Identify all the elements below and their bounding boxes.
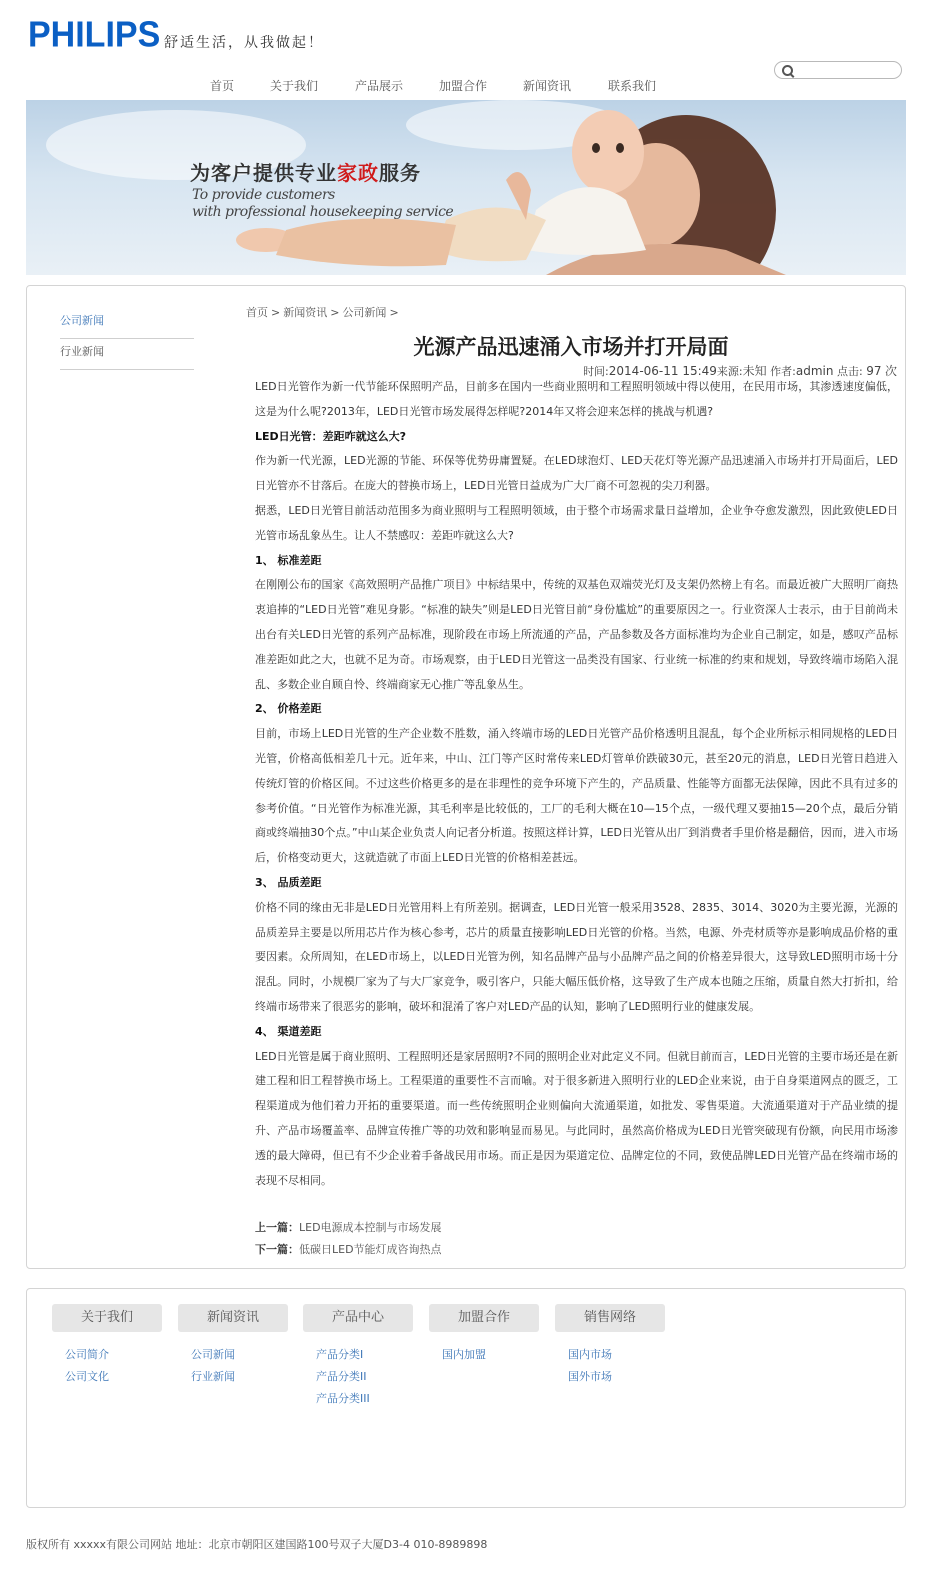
footer-title-news[interactable]: 新闻资讯 (178, 1304, 288, 1332)
breadcrumb (246, 304, 402, 320)
article-subheading: 2、 价格差距 (255, 702, 322, 716)
article-subheading: LED日光管：差距咋就这么大? (255, 429, 407, 443)
article-paragraph: 目前，市场上LED日光管的生产企业数不胜数，涌入终端市场的LED日光管产品价格透明且混乱，每个企业所标示相同规格的LED日光管，价格高低相差几十元。近年来，中山、江门等产区时常传来LED灯管单价跌破30元，甚至20元的消息，LED日光管日趋进入传统灯管的价格区间。不过这些价格更多的是在非理性的竞争环境下产生的，产品质量、性能等方面都无法保障，因此不具有过多的参考价值。“日光管作为标准光源，其毛利率是比较低的，工厂的毛利大概在10—15个点，一级代理又要抽15—20个点，最后分销商或终端抽30个点。”中山某企业负责人向记者分析道。按照这样计算，LED日光管从出厂到消费者手里价格是翻倍，因而，进入市场后，价格变动更大，这就造就了市面上LED日光管的价格相差甚远。 (255, 727, 898, 865)
nav-news[interactable]: 新闻资讯 (523, 79, 572, 93)
nav-franchise[interactable]: 加盟合作 (439, 79, 488, 93)
search-icon[interactable] (782, 65, 793, 76)
footer-link[interactable]: 公司文化 (65, 1370, 109, 1383)
article-paragraph: 在刚刚公布的国家《高效照明产品推广项目》中标结果中，传统的双基色双端荧光灯及支架仍然榜上有名。而最近被广大照明厂商热衷追捧的“LED日光管”难见身影。“标准的缺失”则是LED日光管目前“身份尴尬”的重要原因之一。行业资深人士表示，由于目前尚未出台有关LED日光管的系列产品标准，现阶段在市场上所流通的产品，产品参数及各方面标准均为企业自己制定，如是，感叹产品标准差距如此之大，也就不足为奇。市场观察，由于LED日光管这一品类没有国家、行业统一标准的约束和规划，导致终端市场陷入混乱、多数企业自顾自怜、终端商家无心推广等乱象丛生。 (255, 578, 898, 691)
breadcrumb-sep: > (389, 306, 399, 319)
meta-clicks-label: 点击: (836, 365, 863, 378)
footer-title-sales[interactable]: 销售网络 (555, 1304, 665, 1332)
breadcrumb-news[interactable]: 新闻资讯 (283, 306, 328, 319)
footer-title-about[interactable]: 关于我们 (52, 1304, 162, 1332)
footer-link[interactable]: 国外市场 (568, 1370, 612, 1383)
article-title: 光源产品迅速涌入市场并打开局面 (413, 335, 729, 359)
meta-source-label: 来源: (716, 365, 743, 378)
prev-article-link[interactable]: LED电源成本控制与市场发展 (299, 1221, 442, 1234)
banner-subtitle-1: To provide customers (192, 187, 335, 203)
banner-photo (26, 100, 906, 275)
meta-author-label: 作者: (770, 365, 796, 378)
footer-link[interactable]: 国内市场 (568, 1348, 612, 1361)
article-paragraph: LED日光管是属于商业照明、工程照明还是家居照明?不同的照明企业对此定义不同。但就目前而言，LED日光管的主要市场还是在新建工程和旧工程替换市场上。工程渠道的重要性不言而喻。对于很多新进入照明行业的LED企业来说，由于自身渠道网点的匮乏，工程渠道成为他们着力开拓的重要渠道。而一些传统照明企业则偏向大流通渠道，如批发、零售渠道。大流通渠道对于产品业绩的提升、产品市场覆盖率、品牌宣传推广等的功效和影响显而易见。与此同时，虽然高价格成为LED日光管突破现有份额，向民用市场渗透的最大障碍，但已有不少企业着手备战民用市场。而正是因为渠道定位、品牌定位的不同，致使品牌LED日光管产品在终端市场的表现不尽相同。 (255, 1049, 898, 1187)
footer-link[interactable]: 产品分类II (316, 1370, 367, 1383)
footer-link[interactable]: 产品分类I (316, 1348, 364, 1361)
footer-link[interactable]: 行业新闻 (191, 1370, 235, 1383)
footer-link[interactable]: 公司新闻 (191, 1348, 235, 1361)
meta-source: 未知 (742, 364, 767, 378)
banner-title-post: 服务 (379, 161, 421, 185)
footer-link[interactable]: 公司简介 (65, 1348, 109, 1361)
breadcrumb-home[interactable]: 首页 (246, 306, 268, 319)
prev-label: 上一篇： (255, 1221, 299, 1234)
article-subheading: 4、 渠道差距 (255, 1024, 322, 1038)
nav-home[interactable]: 首页 (210, 79, 235, 93)
sidebar-item-industry-news[interactable]: 行业新闻 (60, 339, 194, 370)
breadcrumb-company-news[interactable]: 公司新闻 (342, 306, 387, 319)
search-box[interactable] (774, 61, 902, 79)
article-paragraph: LED日光管作为新一代节能环保照明产品，目前多在国内一些商业照明和工程照明领域中得以使用，在民用市场，其渗透速度偏低，这是为什么呢?2013年，LED日光管市场发展得怎样呢?2014年又将会迎来怎样的挑战与机遇? (255, 380, 898, 418)
article-paragraph: 据悉，LED日光管目前活动范围多为商业照明与工程照明领域，由于整个市场需求量日益增加，企业争夺愈发激烈，因此致使LED日光管市场乱象丛生。让人不禁感叹：差距咋就这么大? (255, 503, 898, 542)
footer-link[interactable]: 产品分类III (316, 1392, 370, 1405)
sidebar-item-company-news[interactable]: 公司新闻 (60, 308, 194, 339)
article-paragraph: 作为新一代光源，LED光源的节能、环保等优势毋庸置疑。在LED球泡灯、LED天花灯等光源产品迅速涌入市场并打开局面后，LED日光管亦不甘落后。在庞大的替换市场上，LED日光管日益成为广大厂商不可忽视的尖刀利器。 (255, 454, 898, 493)
next-article-link[interactable]: 低碳日LED节能灯成咨询热点 (299, 1243, 442, 1256)
meta-time: 2014-06-11 15:49 (608, 364, 717, 378)
breadcrumb-sep: > (330, 306, 340, 319)
article-subheading: 3、 品质差距 (255, 875, 322, 889)
next-article (255, 1241, 442, 1257)
article-paragraph: 价格不同的缘由无非是LED日光管用料上有所差别。据调查，LED日光管一般采用3528、2835、3014、3020为主要光源，光源的品质差异主要是以所用芯片作为核心参考，芯片的质量直接影响LED日光管的价格。当然，电源、外壳材质等亦是影响成品价格的重要因素。众所周知，在LED市场上，以LED日光管为例，知名品牌产品与小品牌产品之间的价格差异很大，这导致LED照明市场十分混乱。同时，小规模厂家为了与大厂家竞争，吸引客户，只能大幅压低价格，这导致了生产成本也随之压缩，质量自然大打折扣，给终端市场带来了很恶劣的影响，破坏和混淆了客户对LED产品的认知，影响了LED照明行业的健康发展。 (255, 900, 898, 1013)
footer-title-products[interactable]: 产品中心 (303, 1304, 413, 1332)
nav-products[interactable]: 产品展示 (355, 79, 404, 93)
article-subheading: 1、 标准差距 (255, 553, 322, 567)
meta-clicks-unit: 次 (884, 364, 897, 378)
footer-link[interactable]: 国内加盟 (442, 1348, 486, 1361)
nav-contact[interactable]: 联系我们 (608, 79, 657, 93)
meta-time-label: 时间: (583, 365, 609, 378)
prev-article (255, 1219, 442, 1235)
banner-title-highlight: 家政 (337, 161, 379, 185)
breadcrumb-sep: > (271, 306, 281, 319)
footer-title-franchise[interactable]: 加盟合作 (429, 1304, 539, 1332)
next-label: 下一篇： (255, 1243, 299, 1256)
brand-logo[interactable]: PHILIPS (28, 15, 161, 55)
banner-subtitle-2: with professional housekeeping service (192, 204, 454, 220)
copyright: 版权所有 xxxxx有限公司网站 地址：北京市朝阳区建国路100号双子大厦D3-4 010-8989898 (26, 1538, 488, 1551)
meta-clicks: 97 (866, 364, 882, 378)
search-input[interactable] (797, 62, 895, 78)
slogan: 舒适生活，从我做起！ (164, 35, 324, 51)
nav-about[interactable]: 关于我们 (270, 79, 319, 93)
banner-title-pre: 为客户提供专业 (190, 161, 337, 185)
article-body (255, 375, 898, 1193)
hero-banner (26, 100, 906, 275)
banner-title (190, 157, 421, 186)
meta-author: admin (795, 364, 834, 378)
